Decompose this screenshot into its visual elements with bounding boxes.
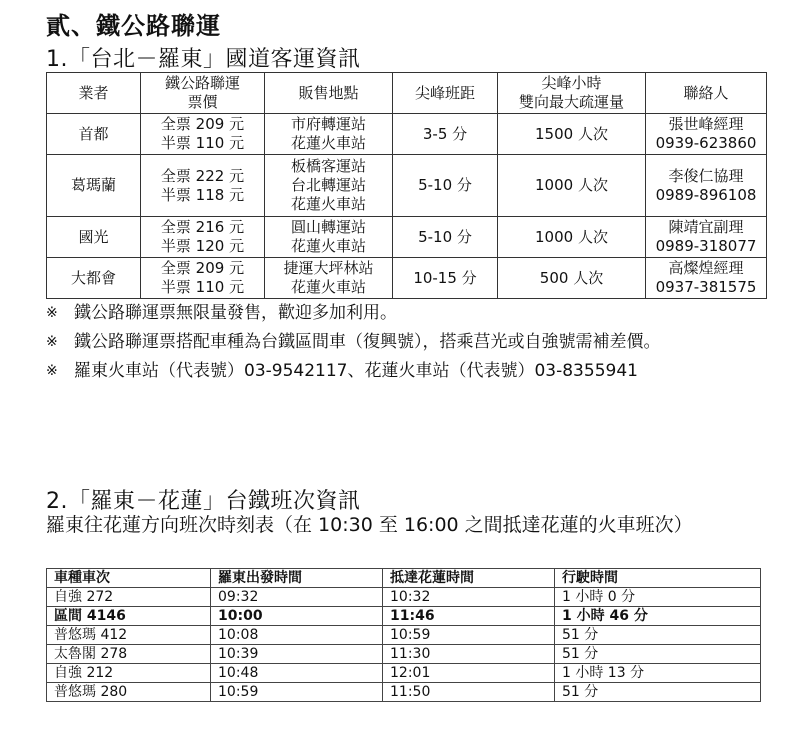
contact-cell: 高燦煌經理 0937-381575 xyxy=(646,258,767,299)
depart-cell: 10:39 xyxy=(211,645,383,664)
note-text: 鐵公路聯運票搭配車種為台鐵區間車（復興號），搭乘莒光或自強號需補差價。 xyxy=(74,332,661,352)
table-row xyxy=(47,683,761,702)
note-mark: ※ xyxy=(46,334,58,350)
duration-cell: 1 小時 46 分 xyxy=(555,607,761,626)
arrive-cell: 11:30 xyxy=(383,645,555,664)
fare-cell: 全票 216 元 半票 120 元 xyxy=(141,217,265,258)
table-row xyxy=(47,626,761,645)
operator-cell: 大都會 xyxy=(47,258,141,299)
note-mark: ※ xyxy=(46,363,58,379)
interval-cell: 5-10 分 xyxy=(393,155,498,217)
arrive-cell: 11:46 xyxy=(383,607,555,626)
fare-cell: 全票 209 元 半票 110 元 xyxy=(141,258,265,299)
header-contact: 聯絡人 xyxy=(646,73,767,114)
header-interval: 尖峰班距 xyxy=(393,73,498,114)
depart-cell: 10:08 xyxy=(211,626,383,645)
table-row xyxy=(47,645,761,664)
note-mark: ※ xyxy=(46,305,58,321)
operator-cell: 首都 xyxy=(47,114,141,155)
table-row xyxy=(47,155,767,217)
table-row xyxy=(47,607,761,626)
depart-cell: 09:32 xyxy=(211,588,383,607)
table-row xyxy=(47,217,767,258)
header-train: 車種車次 xyxy=(47,569,211,588)
header-arrive: 抵達花蓮時間 xyxy=(383,569,555,588)
note-item xyxy=(46,331,776,354)
interval-cell: 5-10 分 xyxy=(393,217,498,258)
bus-info-table xyxy=(46,72,767,299)
arrive-cell: 12:01 xyxy=(383,664,555,683)
interval-cell: 10-15 分 xyxy=(393,258,498,299)
capacity-cell: 500 人次 xyxy=(498,258,646,299)
note-text: 羅東火車站（代表號）03-9542117、花蓮火車站（代表號）03-8355941 xyxy=(74,361,638,381)
header-fare: 鐵公路聯運 票價 xyxy=(141,73,265,114)
duration-cell: 51 分 xyxy=(555,683,761,702)
capacity-cell: 1000 人次 xyxy=(498,155,646,217)
note-text: 鐵公路聯運票無限量發售，歡迎多加利用。 xyxy=(74,303,397,323)
capacity-cell: 1000 人次 xyxy=(498,217,646,258)
schedule-description: 羅東往花蓮方向班次時刻表（在 10:30 至 16:00 之間抵達花蓮的火車班次） xyxy=(46,514,693,536)
note-item xyxy=(46,360,776,383)
train-schedule-table xyxy=(46,568,761,702)
train-cell: 太魯閣 278 xyxy=(47,645,211,664)
train-cell: 自強 272 xyxy=(47,588,211,607)
operator-cell: 葛瑪蘭 xyxy=(47,155,141,217)
header-capacity: 尖峰小時 雙向最大疏運量 xyxy=(498,73,646,114)
contact-cell: 張世峰經理 0939-623860 xyxy=(646,114,767,155)
contact-cell: 李俊仁協理 0989-896108 xyxy=(646,155,767,217)
operator-cell: 國光 xyxy=(47,217,141,258)
bus-table-header xyxy=(47,73,767,114)
table-row xyxy=(47,588,761,607)
contact-cell: 陳靖宜副理 0989-318077 xyxy=(646,217,767,258)
table-row xyxy=(47,258,767,299)
note-item xyxy=(46,302,776,325)
train-cell: 區間 4146 xyxy=(47,607,211,626)
sales-cell: 市府轉運站 花蓮火車站 xyxy=(265,114,393,155)
header-operator: 業者 xyxy=(47,73,141,114)
duration-cell: 1 小時 13 分 xyxy=(555,664,761,683)
capacity-cell: 1500 人次 xyxy=(498,114,646,155)
table-row xyxy=(47,114,767,155)
table-row xyxy=(47,664,761,683)
fare-cell: 全票 222 元 半票 118 元 xyxy=(141,155,265,217)
interval-cell: 3-5 分 xyxy=(393,114,498,155)
header-sales: 販售地點 xyxy=(265,73,393,114)
sales-cell: 捷運大坪林站 花蓮火車站 xyxy=(265,258,393,299)
sales-cell: 板橋客運站 台北轉運站 花蓮火車站 xyxy=(265,155,393,217)
schedule-header xyxy=(47,569,761,588)
duration-cell: 51 分 xyxy=(555,645,761,664)
depart-cell: 10:00 xyxy=(211,607,383,626)
train-cell: 普悠瑪 280 xyxy=(47,683,211,702)
header-depart: 羅東出發時間 xyxy=(211,569,383,588)
train-cell: 普悠瑪 412 xyxy=(47,626,211,645)
part2-title: 2.「羅東－花蓮」台鐵班次資訊 xyxy=(46,489,361,514)
duration-cell: 1 小時 0 分 xyxy=(555,588,761,607)
header-duration: 行駛時間 xyxy=(555,569,761,588)
depart-cell: 10:48 xyxy=(211,664,383,683)
section-title: 貳、鐵公路聯運 xyxy=(46,12,221,40)
notes-list xyxy=(46,302,776,389)
sales-cell: 圓山轉運站 花蓮火車站 xyxy=(265,217,393,258)
depart-cell: 10:59 xyxy=(211,683,383,702)
arrive-cell: 10:59 xyxy=(383,626,555,645)
duration-cell: 51 分 xyxy=(555,626,761,645)
part1-title: 1.「台北－羅東」國道客運資訊 xyxy=(46,47,361,72)
train-cell: 自強 212 xyxy=(47,664,211,683)
arrive-cell: 10:32 xyxy=(383,588,555,607)
fare-cell: 全票 209 元 半票 110 元 xyxy=(141,114,265,155)
arrive-cell: 11:50 xyxy=(383,683,555,702)
